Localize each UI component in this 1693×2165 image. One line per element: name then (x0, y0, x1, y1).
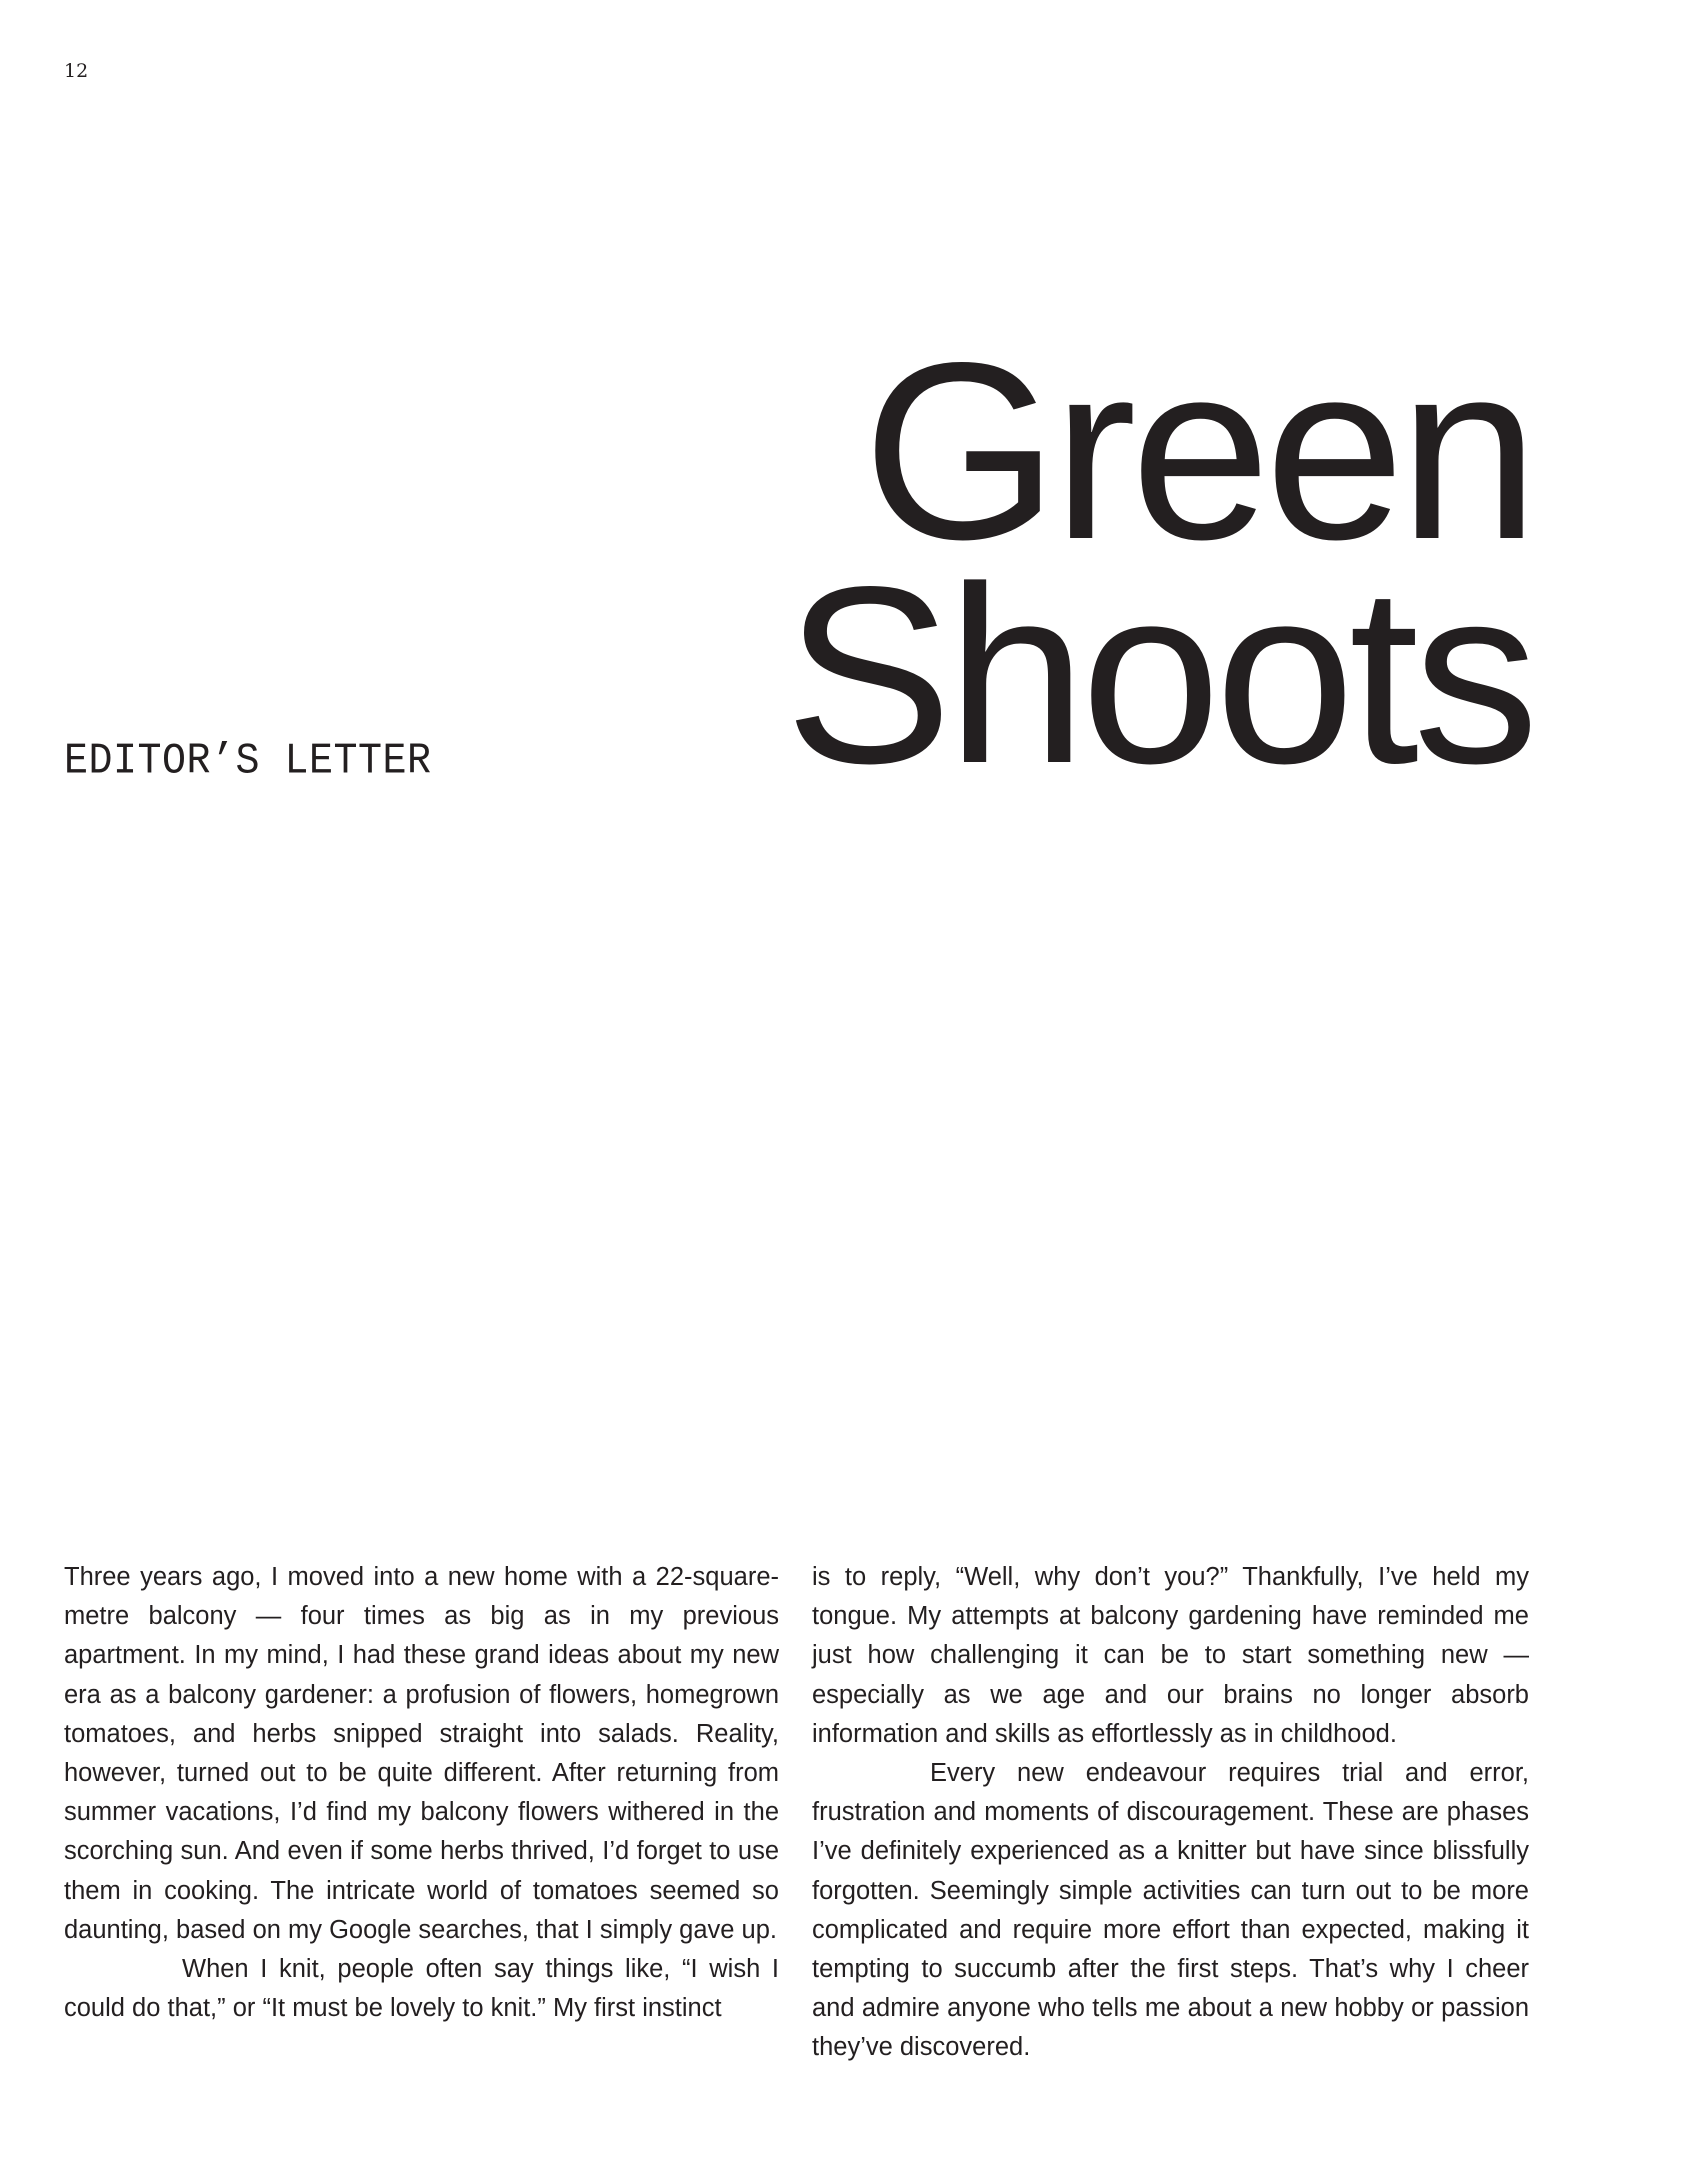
headline-line-1: Green (862, 311, 1533, 592)
headline (633, 311, 1533, 816)
paragraph: Every new endeavour requires trial and error, frustration and moments of discouragement. These are phases I’ve definitely experienced as a knitter but have since blissfully forgotten. Seemingly simple activities can turn out to be more complicated and require more effort than expected, making it tempting to succumb after the first steps. That’s why I cheer and admire anyone who tells me about a new hobby or passion they’ve discovered. (812, 1759, 1529, 2062)
headline-line-2: Shoots (784, 535, 1533, 816)
paragraph: When I knit, people often say things like, “I wish I could do that,” or “It must be lovely to knit.” My first instinct (64, 1955, 779, 2023)
section-label: EDITOR’S LETTER (64, 738, 432, 787)
article-column-left (64, 1558, 779, 2028)
paragraph: is to reply, “Well, why don’t you?” Thankfully, I’ve held my tongue. My attempts at balcony gardening have reminded me just how challenging it can be to start something new — especially as we age and our brains no longer absorb information and skills as effortlessly as in childhood. (812, 1563, 1529, 1748)
article-column-right (812, 1558, 1529, 2068)
paragraph: Three years ago, I moved into a new home with a 22-square-metre balcony — four times as big as in my previous apartment. In my mind, I had these grand ideas about my new era as a balcony gardener: a profusion of flowers, homegrown tomatoes, and herbs snipped straight into salads. Reality, however, turned out to be quite different. After returning from summer vacations, I’d find my balcony flowers withered in the scorching sun. And even if some herbs thrived, I’d forget to use them in cooking. The intricate world of tomatoes seemed so daunting, based on my Google searches, that I simply gave up. (64, 1563, 779, 1944)
page-number: 12 (64, 60, 89, 82)
